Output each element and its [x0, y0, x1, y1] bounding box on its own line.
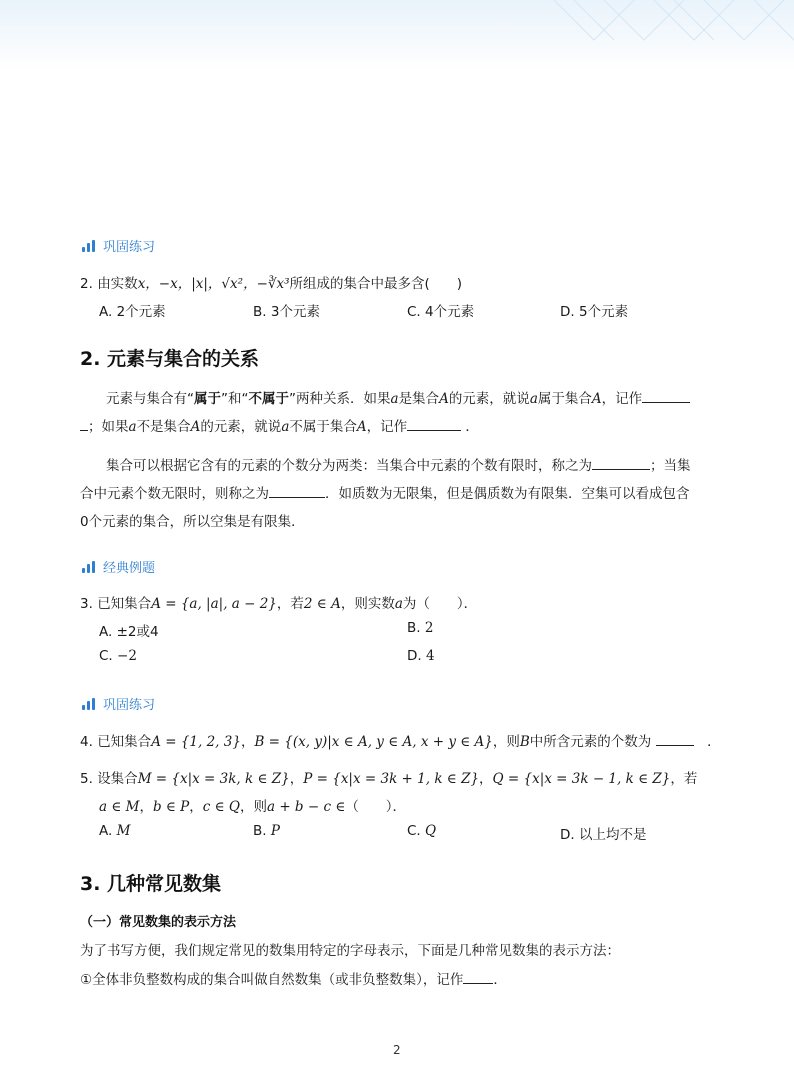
section-label-examples	[82, 557, 155, 576]
page-number: 2	[393, 1043, 401, 1057]
section-2-paragraph-2-line-2: 合中元素个数无限时，则称之为 ．如质数为无限集，但是偶质数为有限集．空集可以看成包含	[80, 486, 690, 502]
q2-option-d: D. 5个元素	[560, 304, 629, 320]
q3-option-d: D. 4	[407, 648, 435, 664]
section-3-title: 3. 几种常见数集	[80, 873, 222, 895]
section-label-practice-1	[82, 236, 155, 255]
section-3-paragraph-2: ①全体非负整数构成的集合叫做自然数集（或非负整数集），记作 ．	[80, 972, 507, 988]
q5-option-a: A. M	[99, 823, 131, 839]
q2-option-b: B. 3个元素	[253, 304, 320, 320]
section-2-paragraph-1-line-1: 元素与集合有“属于”和“不属于”两种关系．如果a是集合A的元素，就说a属于集合A，记作	[106, 387, 690, 407]
q5-option-b: B. P	[253, 823, 280, 839]
question-3: 3. 已知集合A = {a, |a|, a − 2}，若2 ∈ A，则实数a为（ ）．	[80, 596, 478, 612]
q5-option-d: D. 以上均不是	[560, 827, 647, 843]
header-pattern	[534, 0, 794, 70]
question-5-line-2: a ∈ M，b ∈ P，c ∈ Q，则a + b − c ∈（ ）．	[99, 799, 407, 815]
bar-chart-icon	[82, 698, 95, 710]
section-label-text: 巩固练习	[103, 698, 156, 713]
bar-chart-icon	[82, 561, 95, 573]
section-label-text: 巩固练习	[103, 240, 156, 255]
question-2: 2. 由实数x，−x，|x|，√x²，−∛x³所组成的集合中最多含( )	[80, 276, 463, 292]
q2-option-c: C. 4个元素	[407, 304, 475, 320]
section-2-title: 2. 元素与集合的关系	[80, 348, 260, 370]
q2-option-a: A. 2个元素	[99, 304, 166, 320]
section-label-text: 经典例题	[103, 561, 156, 576]
q3-option-a: A. ±2或4	[99, 624, 159, 640]
section-2-paragraph-1-line-2: ；如果a不是集合A的元素，就说a不属于集合A，记作 ．	[80, 415, 479, 435]
question-5: 5. 设集合M = {x|x = 3k, k ∈ Z}，P = {x|x = 3k + 1, k ∈ Z}，Q = {x|x = 3k − 1, k ∈ Z}，若	[80, 771, 698, 787]
section-2-paragraph-2-line-1: 集合可以根据它含有的元素的个数分为两类：当集合中元素的个数有限时，称之为 ；当集	[106, 458, 691, 474]
bar-chart-icon	[82, 240, 95, 252]
q3-option-b: B. 2	[407, 620, 434, 636]
section-3-subtitle: （一）常见数集的表示方法	[80, 915, 237, 930]
header-background	[0, 0, 794, 70]
section-3-paragraph-1: 为了书写方便，我们规定常见的数集用特定的字母表示，下面是几种常见数集的表示方法：	[80, 943, 620, 959]
q5-option-c: C. Q	[407, 823, 437, 839]
q3-option-c: C. −2	[99, 648, 137, 664]
question-4: 4. 已知集合A = {1, 2, 3}，B = {(x, y)|x ∈ A, y ∈ A, x + y ∈ A}，则B中所含元素的个数为 ．	[80, 734, 721, 750]
section-2-paragraph-2-line-3: 0个元素的集合，所以空集是有限集．	[80, 514, 305, 530]
section-label-practice-2	[82, 694, 155, 713]
